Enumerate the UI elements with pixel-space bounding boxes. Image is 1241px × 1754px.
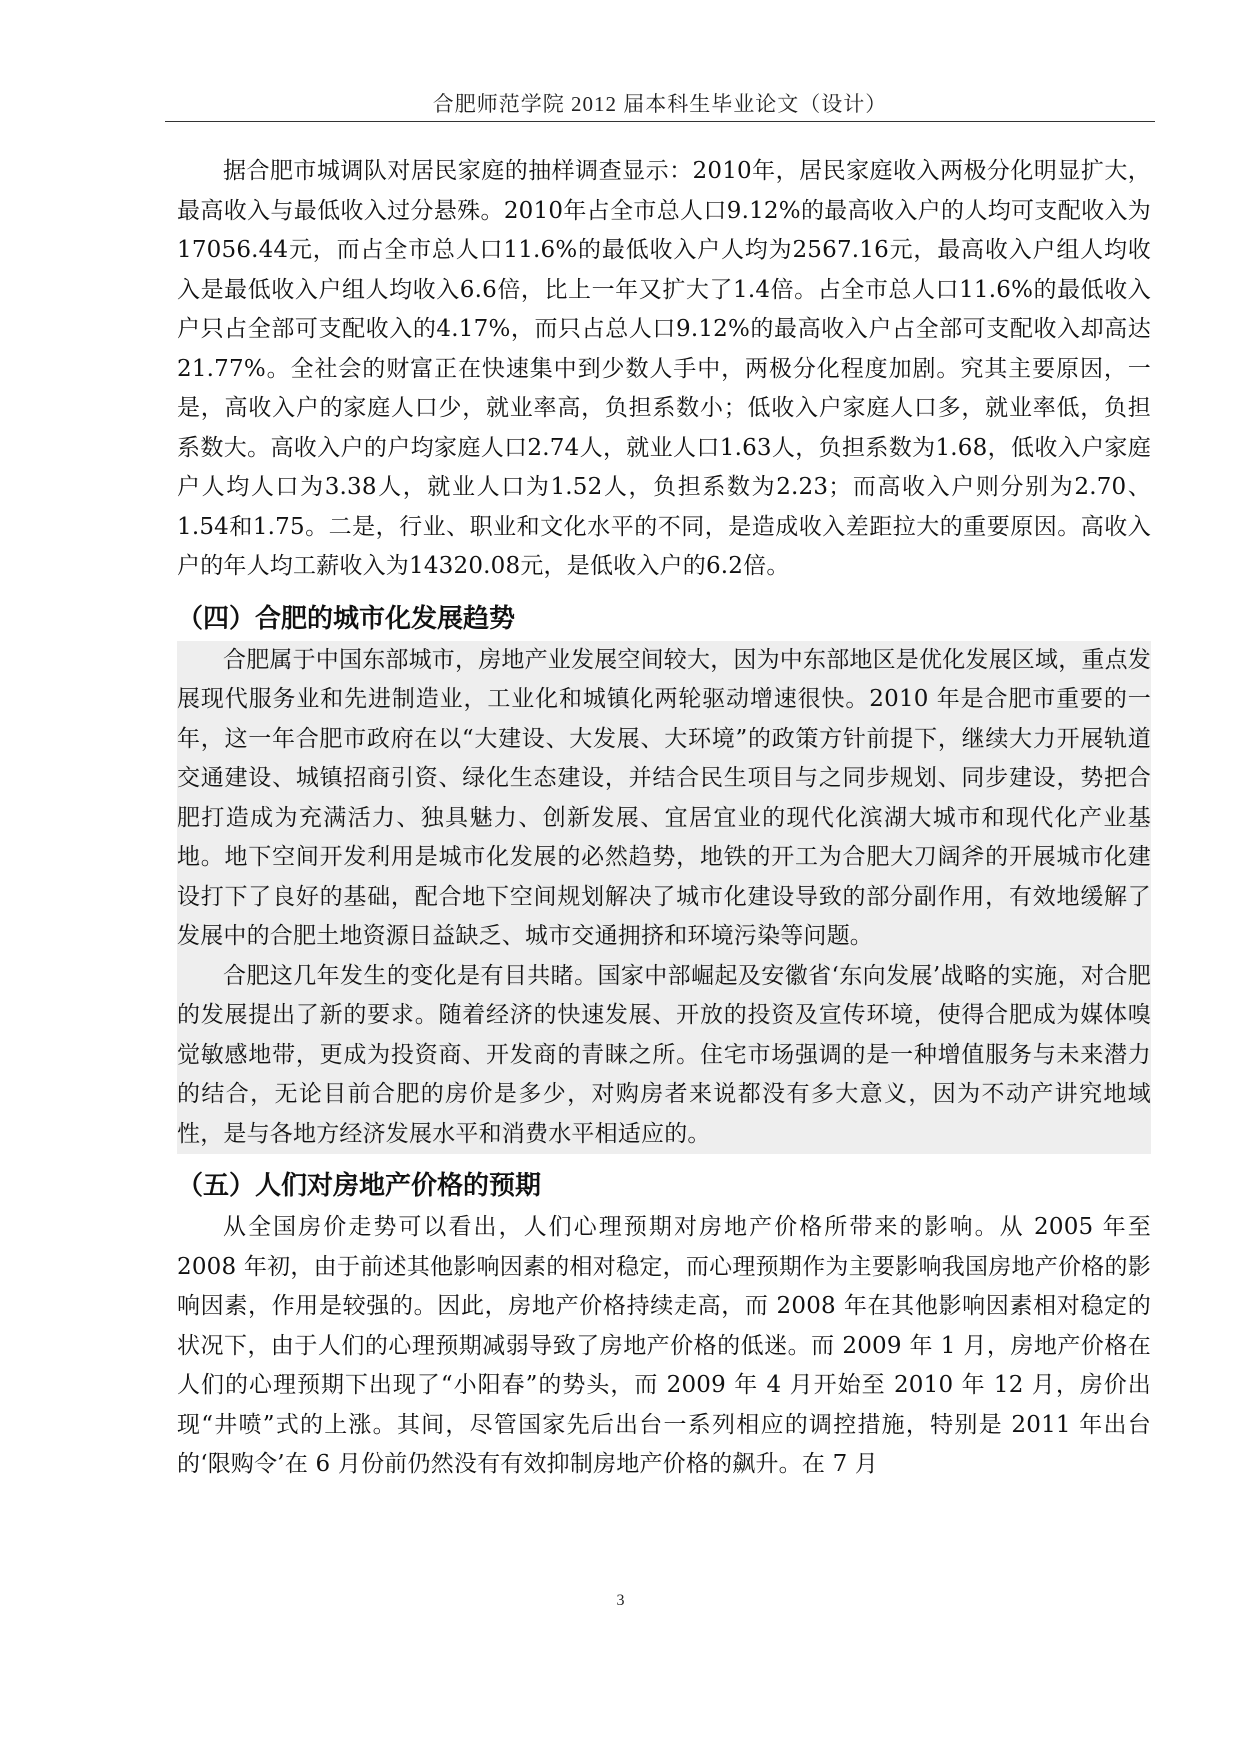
header-divider	[165, 121, 1155, 122]
paragraph-urbanization-trend: 合肥属于中国东部城市，房地产业发展空间较大，因为中东部地区是优化发展区域，重点发展现代服务业和先进制造业，工业化和城镇化两轮驱动增速很快。2010 年是合肥市重要的一年，这一年合肥市政府在以“大建设、大发展、大环境”的政策方针前提下，继续大力开展轨道交通建设、城镇招商引资、绿化生态建设，并结合民生项目与之同步规划、同步建设，势把合肥打造成为充满活力、独具魅力、创新发展、宜居宜业的现代化滨湖大城市和现代化产业基地。地下空间开发利用是城市化发展的必然趋势，地铁的开工为合肥大刀阔斧的开展城市化建设打下了良好的基础，配合地下空间规划解决了城市化建设导致的部分副作用，有效地缓解了发展中的合肥土地资源日益缺乏、城市交通拥挤和环境污染等问题。	[177, 641, 1151, 957]
paragraph-price-expectation: 从全国房价走势可以看出，人们心理预期对房地产价格所带来的影响。从 2005 年至 2008 年初，由于前述其他影响因素的相对稳定，而心理预期作为主要影响我国房地产价格的影响因素，作用是较强的。因此，房地产价格持续走高，而 2008 年在其他影响因素相对稳定的状况下，由于人们的心理预期减弱导致了房地产价格的低迷。而 2009 年 1 月，房地产价格在人们的心理预期下出现了“小阳春”的势头，而 2009 年 4 月开始至 2010 年 12 月，房价出现“井喷”式的上涨。其间，尽管国家先后出台一系列相应的调控措施，特别是 2011 年出台的‘限购令’在 6 月份前仍然没有有效抑制房地产价格的飙升。在 7 月	[177, 1214, 1151, 1477]
page-number: 3	[616, 1592, 625, 1609]
page-body	[177, 152, 1151, 1485]
paragraph-income-survey: 据合肥市城调队对居民家庭的抽样调查显示：2010年，居民家庭收入两极分化明显扩大，最高收入与最低收入过分悬殊。2010年占全市总人口9.12%的最高收入户的人均可支配收入为17056.44元，而占全市总人口11.6%的最低收入户人均为2567.16元，最高收入户组人均收入是最低收入户组人均收入6.6倍，比上一年又扩大了1.4倍。占全市总人口11.6%的最低收入户只占全部可支配收入的4.17%，而只占总人口9.12%的最高收入户占全部可支配收入却高达21.77%。全社会的财富正在快速集中到少数人手中，两极分化程度加剧。究其主要原因，一是，高收入户的家庭人口少，就业率高，负担系数小；低收入户家庭人口多，就业率低，负担系数大。高收入户的户均家庭人口2.74人，就业人口1.63人，负担系数为1.68，低收入户家庭户人均人口为3.38人，就业人口为1.52人，负担系数为2.23；而高收入户则分别为2.70、1.54和1.75。二是，行业、职业和文化水平的不同，是造成收入差距拉大的重要原因。高收入户的年人均工薪收入为14320.08元，是低收入户的6.2倍。	[177, 158, 1151, 579]
section-heading-urbanization: （四）合肥的城市化发展趋势	[177, 603, 516, 634]
document-header: 合肥师范学院 2012 届本科生毕业论文（设计）	[432, 92, 888, 116]
section-heading-price-expectation: （五）人们对房地产价格的预期	[177, 1171, 542, 1201]
paragraph-hefei-changes: 合肥这几年发生的变化是有目共睹。国家中部崛起及安徽省‘东向发展’战略的实施，对合肥的发展提出了新的要求。随着经济的快速发展、开放的投资及宣传环境，使得合肥成为媒体嗅觉敏感地带，更成为投资商、开发商的青睐之所。住宅市场强调的是一种增值服务与未来潜力的结合，无论目前合肥的房价是多少，对购房者来说都没有多大意义，因为不动产讲究地域性，是与各地方经济发展水平和消费水平相适应的。	[177, 957, 1151, 1155]
